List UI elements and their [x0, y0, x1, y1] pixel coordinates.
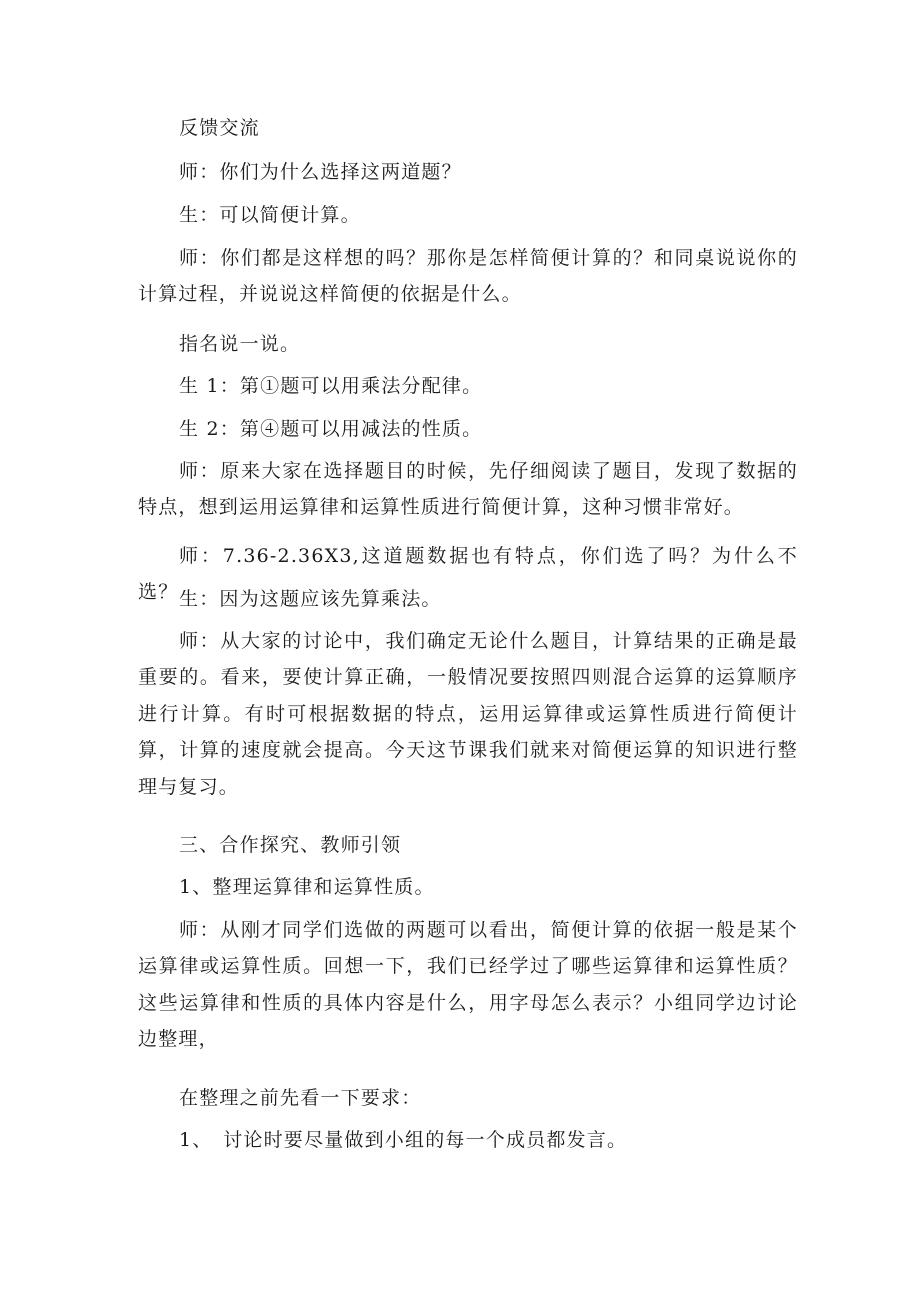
paragraph-requirements-intro: 在整理之前先看一下要求：	[179, 1087, 422, 1109]
paragraph-student-2: 生 2：第④题可以用减法的性质。	[179, 418, 483, 440]
paragraph-feedback-heading: 反馈交流	[179, 117, 260, 139]
paragraph-student-1: 生 1：第①题可以用乘法分配律。	[179, 375, 483, 397]
subheading-organize-laws: 1、整理运算律和运算性质。	[179, 876, 435, 898]
paragraph-teacher-review: 师：从刚才同学们选做的两题可以看出，简便计算的依据一般是某个运算律或运算性质。回想一下，我们已经学过了哪些运算律和运算性质？这些运算律和性质的具体内容是什么，用字母怎么表示？小组同学边讨论边整理，	[138, 919, 798, 1051]
list-item-requirement-1: 1、 讨论时要尽量做到小组的每一个成员都发言。	[179, 1129, 628, 1151]
paragraph-student-answer: 生：可以简便计算。	[179, 204, 361, 226]
paragraph-teacher-example: 师：7.36-2.36X3,这道题数据也有特点，你们选了吗？为什么不选？	[138, 545, 798, 604]
section-heading-cooperation: 三、合作探究、教师引领	[179, 834, 402, 856]
paragraph-student-reason: 生：因为这题应该先算乘法。	[179, 588, 442, 610]
paragraph-teacher-summary: 师：从大家的讨论中，我们确定无论什么题目，计算结果的正确是最重要的。看来，要使计算正确，一般情况要按照四则混合运算的运算顺序进行计算。有时可根据数据的特点，运用运算律或运算性质进行简便计算，计算的速度就会提高。今天这节课我们就来对简便运算的知识进行整理与复习。	[138, 630, 798, 798]
paragraph-teacher-question: 师：你们为什么选择这两道题？	[179, 161, 462, 183]
paragraph-teacher-praise: 师：原来大家在选择题目的时候，先仔细阅读了题目，发现了数据的特点，想到运用运算律和运算性质进行简便计算，这种习惯非常好。	[138, 460, 798, 519]
paragraph-teacher-ask-method: 师：你们都是这样想的吗？那你是怎样简便计算的？和同桌说说你的计算过程，并说说这样简便的依据是什么。	[138, 247, 798, 306]
paragraph-call-on-students: 指名说一说。	[179, 333, 301, 355]
